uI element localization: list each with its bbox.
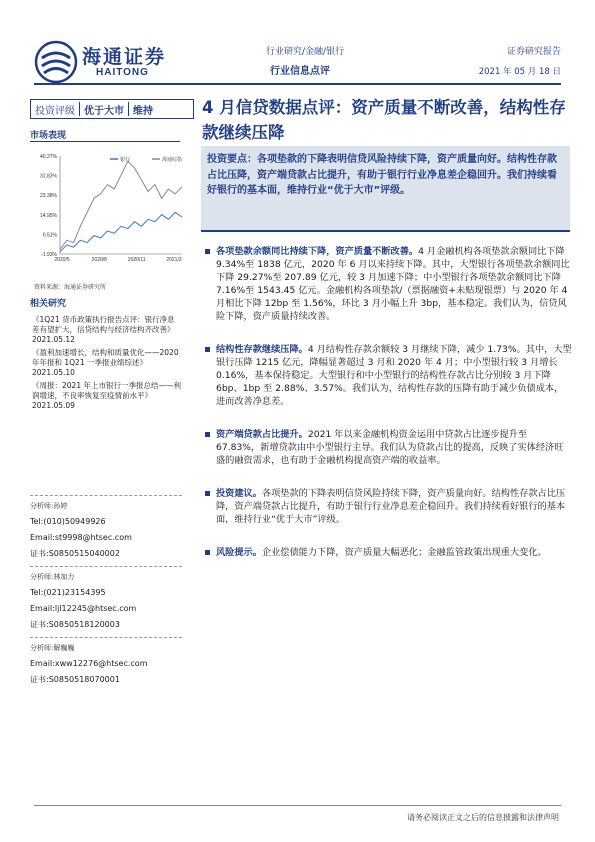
- analyst-cert: 证书:S0850518120003: [30, 620, 120, 629]
- report-date: 2021 年 05 月 18 日: [478, 67, 561, 77]
- key-point-body: 2021 年以来金融机构资金运用中贷款占比逐步提升至 67.83%，新增贷款由中小型银行主导。我们认为贷款占比的提高，反映了实体经济旺盛的融资需求，也有助于金融机构提高资产端的收益率。: [216, 429, 564, 466]
- key-points-list: [204, 245, 572, 579]
- report-type: 行业信息点评: [270, 66, 330, 77]
- investment-summary: 投资要点：各项垫款的下降表明信贷风险持续下降，资产质量向好。结构性存款占比压降，资产端贷款占比提升，有助于银行行业净息差企稳回升。我们持续看好银行的基本面，维持行业“优于大市”评级。: [201, 146, 570, 232]
- logo-text-cn: 海通证券: [82, 46, 167, 68]
- related-item[interactable]: 《1Q21 货币政策执行报告点评：银行净息差有望扩大，信贷结构与经济结构齐改善》: [32, 315, 175, 334]
- key-point-body: 企业偿债能力下降，资产质量大幅恶化；金融监管政策出现重大变化。: [261, 547, 547, 558]
- related-item-date: 2021.05.12: [32, 335, 75, 344]
- key-point-lead: 各项垫款余额同比持续下降，资产质量不断改善。: [216, 246, 419, 257]
- haitong-logo-icon: [34, 40, 78, 84]
- y-tick-label: 31.83%: [40, 173, 57, 180]
- market-performance-chart: [28, 148, 188, 270]
- rating-value: 优于大市: [84, 105, 124, 117]
- key-point-body: 各项垫款的下降表明信贷风险持续下降，资产质量向好。结构性存款占比压降，资产端贷款占比提升，有助于银行行业净息差企稳回升。我们持续看好银行的基本面，维持行业“优于大市”评级。: [216, 488, 566, 525]
- footer-divider: [34, 805, 561, 806]
- analyst-name: 分析师:林加力: [30, 573, 75, 581]
- y-tick-label: 6.51%: [42, 232, 57, 239]
- analyst-name: 分析师:解巍巍: [30, 644, 75, 652]
- y-tick-label: 14.95%: [40, 212, 57, 219]
- related-item[interactable]: 《盈利加速增长，结构和质量优化——2020 年年报和 1Q21 一季报业绩综述》: [32, 348, 179, 367]
- analyst-cert: 证书:S0850515040002: [30, 549, 120, 558]
- company-logo: [34, 40, 184, 84]
- footer-disclaimer: 请务必阅读正文之后的信息披露和法律声明: [407, 813, 559, 822]
- x-tick-label: 2020/11: [127, 257, 146, 263]
- key-point: [204, 546, 572, 559]
- key-point-lead: 结构性存款继续压降。: [216, 344, 308, 355]
- report-kind: 证券研究报告: [506, 47, 561, 57]
- related-item[interactable]: 《周报：2021 年上市银行一季报总结——利润增速，不良率恢复至疫情前水平》: [32, 381, 181, 400]
- key-point: [204, 487, 572, 526]
- x-tick-label: 2020/5: [54, 257, 70, 263]
- market-section-title: 市场表现: [30, 131, 67, 141]
- key-point: [204, 428, 572, 467]
- analyst-card: [30, 637, 182, 692]
- key-point-lead: 风险提示。: [216, 547, 262, 558]
- x-tick-label: 2020/8: [91, 257, 107, 263]
- report-title: 4 月信贷数据点评：资产质量不断改善，结构性存款继续压降: [202, 98, 566, 142]
- analyst-tel: Tel:(021)23154395: [30, 588, 106, 597]
- legend-label: 海通综指: [162, 157, 183, 163]
- key-point: [204, 343, 572, 408]
- analyst-card: [30, 566, 182, 637]
- x-tick-label: 2021/2: [166, 257, 182, 263]
- key-point-lead: 投资建议。: [216, 488, 262, 499]
- analyst-list: [30, 495, 182, 692]
- analyst-email[interactable]: Email:xww12276@htsec.com: [30, 659, 148, 668]
- y-tick-label: 23.38%: [40, 193, 57, 200]
- rating-action: 维持: [133, 105, 153, 117]
- related-item-date: 2021.05.09: [32, 401, 75, 410]
- legend-label: 银行: [120, 157, 131, 163]
- analyst-card: [30, 495, 182, 566]
- key-point-lead: 资产端贷款占比提升。: [216, 429, 308, 440]
- analyst-tel: Tel:(010)50949926: [30, 517, 106, 526]
- key-point-body: 4 月金融机构各项垫款余额同比下降 9.34%至 1838 亿元，2020 年 6 月以来持续下降。其中，大型银行各项垫款余额同比下降 29.27%至 207.89 亿元，较 3 月加速下降；中小型银行各项垫款余额同比下降 7.16%至 1543.45 亿元。金融机构各项垫款/（票据融资+未贴现银票）与 2020 年 4 月相比下降 12bp 至 1.56%，环比 3 月小幅上升 3bp，基本稳定。我们认为，信贷风险下降，资产质量持续改善。: [216, 246, 570, 322]
- related-research-list: [32, 296, 182, 414]
- related-item-date: 2021.05.10: [32, 368, 75, 377]
- rating-box: [30, 99, 194, 119]
- analyst-email[interactable]: Email:st9998@htsec.com: [30, 533, 132, 542]
- header-divider: [34, 83, 561, 85]
- section-divider: [30, 141, 180, 142]
- report-category: 行业研究/金融/银行: [266, 47, 345, 57]
- key-point-body: 4 月结构性存款余额较 3 月继续下降，减少 1.73%。其中，大型银行压降 1215 亿元，降幅显著超过 3 月和 2020 年 4 月；中小型银行较 3 月增长 0.16%，基本保持稳定。大型银行和中小型银行的结构性存款占比分别较 3 月下降 6bp、1bp 至 2.88%、3.57%。我们认为，结构性存款的压降有助于减少负债成本，进而改善净息差。: [216, 344, 572, 407]
- series-line-1: [60, 161, 182, 249]
- y-tick-label: 40.27%: [40, 154, 57, 160]
- related-section-title: 相关研究: [30, 299, 67, 309]
- logo-text-en: HAITONG: [96, 67, 149, 78]
- y-tick-label: -1.93%: [41, 252, 57, 258]
- analyst-name: 分析师:孙婷: [30, 502, 68, 510]
- analyst-email[interactable]: Email:ljl12245@htsec.com: [30, 604, 137, 613]
- key-point: [204, 245, 572, 323]
- chart-source: 资料来源：海通证券研究所: [34, 284, 107, 291]
- analyst-cert: 证书:S0850518070001: [30, 675, 120, 684]
- rating-label: 投资评级: [35, 105, 75, 117]
